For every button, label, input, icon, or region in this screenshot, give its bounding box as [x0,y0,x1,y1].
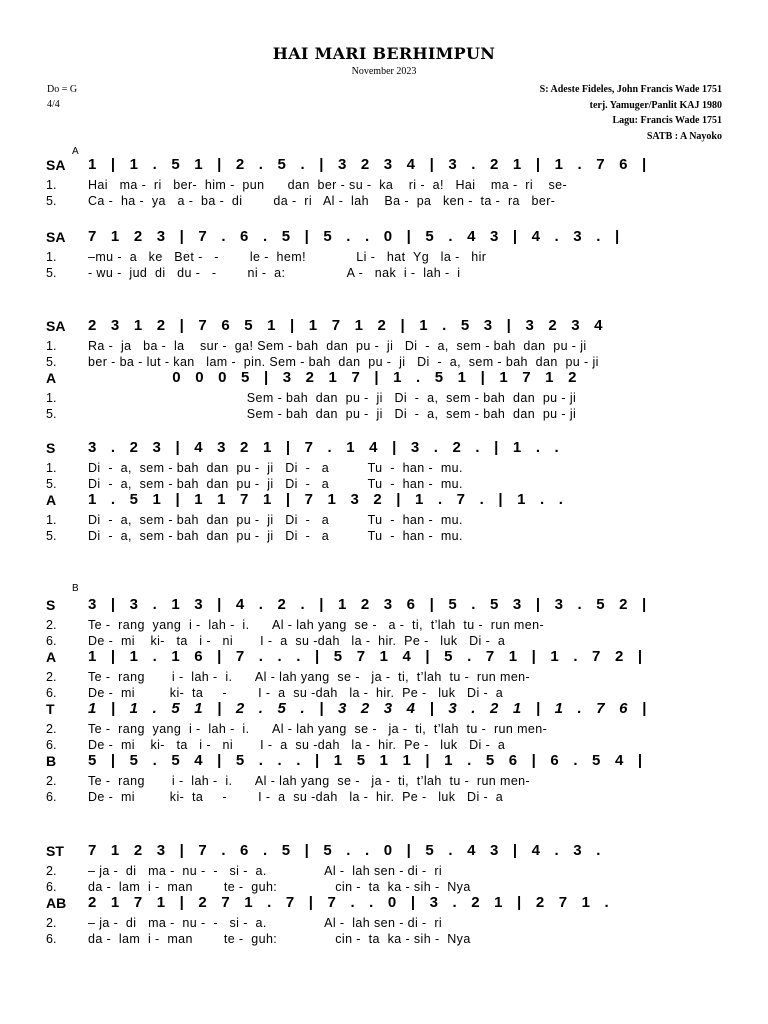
voice-label: A [46,649,57,665]
verse-number: 6. [46,880,57,894]
verse-number: 5. [46,477,57,491]
verse-number: 2. [46,916,57,930]
verse-number: 1. [46,339,57,353]
lyrics-text: Te - rang yang i - lah - i. Al - lah yang se - ja - ti, t’lah tu - run men- [88,722,548,736]
notes-text: 0 0 0 5 | 3 2 1 7 | 1 . 5 1 | 1 7 1 2 [88,369,582,386]
credit-line: Lagu: Francis Wade 1751 [612,115,722,126]
notation-row [46,895,722,915]
voice-label: A [46,492,57,508]
notes-text: 3 . 2 3 | 4 3 2 1 | 7 . 1 4 | 3 . 2 . | 1 . . [88,439,564,456]
lyrics-text: De - mi ki- ta i - ni I - a su -dah la - hir. Pe - luk Di - a [88,634,506,648]
lyric-row [46,685,722,701]
verse-number: 6. [46,932,57,946]
lyric-row [46,617,722,633]
notes-text: 1 | 1 . 5 1 | 2 . 5 . | 3 2 3 4 | 3 . 2 1 | 1 . 7 6 | [88,156,652,173]
verse-number: 5. [46,407,57,421]
score-system [46,843,722,947]
notation-row [46,440,722,460]
lyric-row [46,476,722,492]
lyrics-text: Ra - ja ba - la sur - ga! Sem - bah dan pu - ji Di - a, sem - bah dan pu - ji [88,339,587,353]
lyrics-text: - wu - jud di du - - ni - a: A - nak i - lah - i [88,266,461,280]
credit-line: terj. Yamuger/Panlit KAJ 1980 [589,99,722,111]
lyrics-text: Te - rang i - lah - i. Al - lah yang se - ja - ti, t’lah tu - run men- [88,774,531,788]
lyric-row [46,789,722,805]
lyrics-text: De - mi ki- ta i - ni I - a su -dah la - hir. Pe - luk Di - a [88,738,506,752]
notes-text: 5 | 5 . 5 4 | 5 . . . | 1 5 1 1 | 1 . 5 6 | 6 . 5 4 | [88,752,648,769]
key-time-info [47,82,77,112]
voice-label: A [46,370,57,386]
lyric-row [46,931,722,947]
voice-label: AB [46,895,67,911]
lyrics-text: Ca - ha - ya a - ba - di da - ri Al - lah Ba - pa ken - ta - ra ber- [88,194,556,208]
verse-number: 1. [46,178,57,192]
lyrics-text: De - mi ki- ta - I - a su -dah la - hir. Pe - luk Di - a [88,686,504,700]
score-system [46,157,722,209]
verse-number: 5. [46,355,57,369]
notes-text: 7 1 2 3 | 7 . 6 . 5 | 5 . . 0 | 5 . 4 3 | 4 . 3 . | [88,228,625,245]
score-system [46,229,722,281]
notes-text: 2 1 7 1 | 2 7 1 . 7 | 7 . . 0 | 3 . 2 1 | 2 7 1 . [88,894,614,911]
voice-label: T [46,701,55,717]
voice-label: SA [46,318,66,334]
lyric-row [46,406,722,422]
notation-row [46,492,722,512]
song-date: November 2023 [351,66,417,77]
song-title: HAI MARI BERHIMPUN [272,44,496,63]
verse-number: 2. [46,864,57,878]
verse-number: 5. [46,529,57,543]
verse-number: 2. [46,618,57,632]
lyrics-text: Sem - bah dan pu - ji Di - a, sem - bah dan pu - ji [88,407,577,421]
verse-number: 6. [46,634,57,648]
lyric-row [46,249,722,265]
notes-text: 1 | 1 . 5 1 | 2 . 5 . | 3 2 3 4 | 3 . 2 1 | 1 . 7 6 | [88,700,652,717]
lyrics-text: Sem - bah dan pu - ji Di - a, sem - bah dan pu - ji [88,391,577,405]
verse-number: 1. [46,250,57,264]
lyric-row [46,390,722,406]
lyric-row [46,879,722,895]
lyrics-text: Hai ma - ri ber- him - pun dan ber - su - ka ri - a! Hai ma - ri se- [88,178,568,192]
lyrics-text: da - lam i - man te - guh: cin - ta ka - sih - Nya [88,880,471,894]
lyric-row [46,528,722,544]
lyric-row [46,669,722,685]
lyrics-text: Di - a, sem - bah dan pu - ji Di - a Tu - han - mu. [88,529,463,543]
notation-row [46,597,722,617]
score-system [46,440,722,544]
voice-label: ST [46,843,64,859]
notes-text: 7 1 2 3 | 7 . 6 . 5 | 5 . . 0 | 5 . 4 3 | 4 . 3 . [88,842,606,859]
voice-label: S [46,440,56,456]
lyric-row [46,863,722,879]
notation-row [46,157,722,177]
lyrics-text: –mu - a ke Bet - - le - hem! Li - hat Yg la - hir [88,250,487,264]
notation-row [46,229,722,249]
lyric-row [46,721,722,737]
lyric-row [46,460,722,476]
verse-number: 1. [46,391,57,405]
lyric-row [46,633,722,649]
lyric-row [46,338,722,354]
score-system [46,318,722,422]
notation-row [46,649,722,669]
section-mark: B [72,583,79,594]
lyrics-text: – ja - di ma - nu - - si - a. Al - lah sen - di - ri [88,916,443,930]
lyric-row [46,265,722,281]
lyrics-text: Te - rang yang i - lah - i. Al - lah yang se - a - ti, t’lah tu - run men- [88,618,545,632]
verse-number: 5. [46,266,57,280]
verse-number: 2. [46,774,57,788]
notes-text: 2 3 1 2 | 7 6 5 1 | 1 7 1 2 | 1 . 5 3 | 3 2 3 4 [88,317,608,334]
notation-row [46,701,722,721]
lyrics-text: da - lam i - man te - guh: cin - ta ka - sih - Nya [88,932,471,946]
lyric-row [46,512,722,528]
lyric-row [46,354,722,370]
lyrics-text: Di - a, sem - bah dan pu - ji Di - a Tu - han - mu. [88,461,463,475]
lyrics-text: – ja - di ma - nu - - si - a. Al - lah sen - di - ri [88,864,443,878]
lyrics-text: Te - rang i - lah - i. Al - lah yang se - ja - ti, t’lah tu - run men- [88,670,531,684]
notation-row [46,753,722,773]
credit-line: S: Adeste Fideles, John Francis Wade 1751 [539,84,722,95]
voice-label: SA [46,157,66,173]
verse-number: 6. [46,790,57,804]
section-mark: A [72,146,79,157]
lyrics-text: ber - ba - lut - kan lam - pin. Sem - bah dan pu - ji Di - a, sem - bah dan pu - ji [88,355,599,369]
credit-line: SATB : A Nayoko [646,130,722,142]
notes-text: 1 | 1 . 1 6 | 7 . . . | 5 7 1 4 | 5 . 7 1 | 1 . 7 2 | [88,648,648,665]
voice-label: B [46,753,57,769]
notation-row [46,318,722,338]
notation-row [46,370,722,390]
lyric-row [46,193,722,209]
time-signature: 4/4 [47,99,60,110]
key-signature: Do = G [47,84,78,95]
lyrics-text: Di - a, sem - bah dan pu - ji Di - a Tu - han - mu. [88,513,463,527]
verse-number: 6. [46,686,57,700]
lyric-row [46,737,722,753]
verse-number: 5. [46,194,57,208]
credits [540,82,722,144]
lyric-row [46,915,722,931]
verse-number: 2. [46,670,57,684]
score-system [46,597,722,805]
lyric-row [46,177,722,193]
verse-number: 2. [46,722,57,736]
voice-label: SA [46,229,66,245]
lyrics-text: Di - a, sem - bah dan pu - ji Di - a Tu - han - mu. [88,477,463,491]
verse-number: 1. [46,513,57,527]
verse-number: 1. [46,461,57,475]
lyric-row [46,773,722,789]
verse-number: 6. [46,738,57,752]
notes-text: 1 . 5 1 | 1 1 7 1 | 7 1 3 2 | 1 . 7 . | 1 . . [88,491,569,508]
notation-row [46,843,722,863]
voice-label: S [46,597,56,613]
notes-text: 3 | 3 . 1 3 | 4 . 2 . | 1 2 3 6 | 5 . 5 3 | 3 . 5 2 | [88,596,652,613]
lyrics-text: De - mi ki- ta - I - a su -dah la - hir. Pe - luk Di - a [88,790,504,804]
